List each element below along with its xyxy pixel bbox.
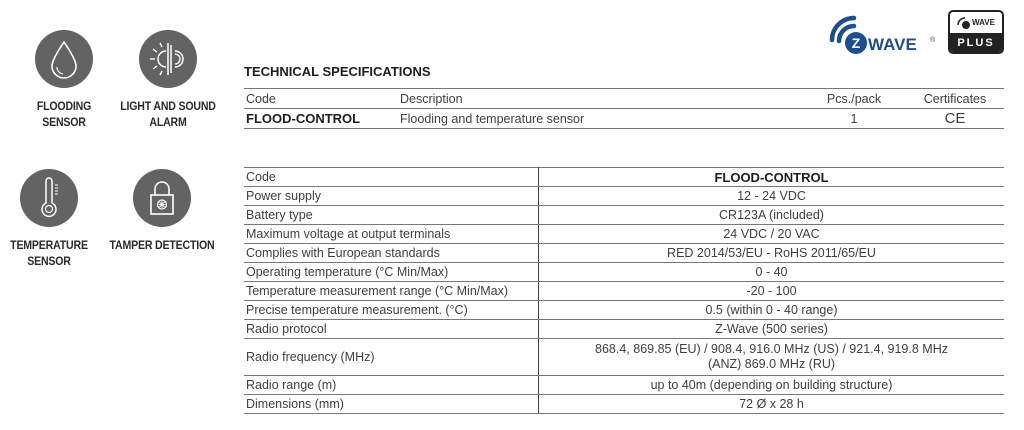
spec-key: Dimensions (mm): [244, 395, 539, 414]
header-pcs: Pcs./pack: [802, 89, 906, 109]
spec-value: up to 40m (depending on building structure): [539, 376, 1005, 395]
header-code: Code: [244, 89, 398, 109]
zwave-signal-icon: [957, 16, 971, 30]
header-description: Description: [398, 89, 802, 109]
spec-key: Maximum voltage at output terminals: [244, 225, 539, 244]
zwave-plus-bottom-text: PLUS: [950, 33, 1002, 52]
table-header-row: [244, 89, 1004, 109]
feature-label: SENSOR: [42, 115, 86, 129]
ce-mark-icon: CE: [906, 109, 1004, 129]
table-row: [244, 244, 1004, 263]
table-row: [244, 395, 1004, 414]
table-row: [244, 339, 1004, 376]
feature-label: SENSOR: [27, 254, 71, 268]
feature-label: TEMPERATURE: [10, 238, 88, 252]
feature-temperature-sensor: [0, 169, 109, 269]
spec-value: 72 Ø x 28 h: [539, 395, 1005, 414]
feature-label: LIGHT AND SOUND: [120, 99, 216, 113]
spec-key: Power supply: [244, 187, 539, 206]
spec-key: Operating temperature (°C Min/Max): [244, 263, 539, 282]
table-row: [244, 376, 1004, 395]
header-certificates: Certificates: [906, 89, 1004, 109]
product-code: FLOOD-CONTROL: [244, 109, 398, 129]
spec-value: 0 - 40: [539, 263, 1005, 282]
spec-value-line2: (ANZ) 869.0 MHz (RU): [707, 357, 836, 371]
svg-text:®: ®: [930, 37, 936, 44]
product-description: Flooding and temperature sensor: [398, 109, 802, 129]
spec-value-line1: 868.4, 869.85 (EU) / 908.4, 916.0 MHz (US) / 921.4, 919.8 MHz: [595, 342, 948, 356]
light-sound-alarm-icon: [139, 30, 197, 88]
product-pcs: 1: [802, 109, 906, 129]
table-row: [244, 263, 1004, 282]
spec-value: FLOOD-CONTROL: [539, 168, 1005, 187]
feature-label: ALARM: [149, 115, 187, 129]
spec-key: Precise temperature measurement. (°C): [244, 301, 539, 320]
spec-key: Complies with European standards: [244, 244, 539, 263]
spec-key: Battery type: [244, 206, 539, 225]
table-row: [244, 168, 1004, 187]
svg-text:Z: Z: [851, 35, 861, 51]
spec-value: CR123A (included): [539, 206, 1005, 225]
zwave-logo: [826, 10, 942, 61]
product-table: [244, 88, 1004, 129]
zwave-plus-top-text: WAVE: [972, 18, 995, 27]
spec-value: 0.5 (within 0 - 40 range): [539, 301, 1005, 320]
table-row: [244, 282, 1004, 301]
spec-value: Z-Wave (500 series): [539, 320, 1005, 339]
feature-tamper-detection: [102, 169, 222, 253]
svg-text:WAVE: WAVE: [868, 35, 917, 54]
feature-flooding-sensor: [4, 30, 124, 130]
spec-key: Radio range (m): [244, 376, 539, 395]
table-row: [244, 109, 1004, 129]
spec-value: RED 2014/53/EU - RoHS 2011/65/EU: [539, 244, 1005, 263]
table-row: [244, 187, 1004, 206]
spec-table: [244, 167, 1004, 414]
table-row: [244, 225, 1004, 244]
spec-key: Code: [244, 168, 539, 187]
spec-value: [539, 339, 1005, 376]
thermometer-icon: [20, 169, 78, 227]
table-row: [244, 206, 1004, 225]
feature-label: FLOODING: [36, 99, 92, 113]
water-drop-icon: [35, 30, 93, 88]
spec-value: -20 - 100: [539, 282, 1005, 301]
spec-key: Temperature measurement range (°C Min/Max): [244, 282, 539, 301]
spec-value: 12 - 24 VDC: [539, 187, 1005, 206]
table-row: [244, 301, 1004, 320]
spec-key: Radio frequency (MHz): [244, 339, 539, 376]
zwave-plus-logo: [948, 10, 1004, 54]
feature-label: TAMPER DETECTION: [109, 238, 215, 252]
table-row: [244, 320, 1004, 339]
feature-light-sound-alarm: [108, 30, 228, 130]
spec-value: 24 VDC / 20 VAC: [539, 225, 1005, 244]
spec-key: Radio protocol: [244, 320, 539, 339]
padlock-icon: [133, 169, 191, 227]
section-title: TECHNICAL SPECIFICATIONS: [244, 64, 431, 79]
